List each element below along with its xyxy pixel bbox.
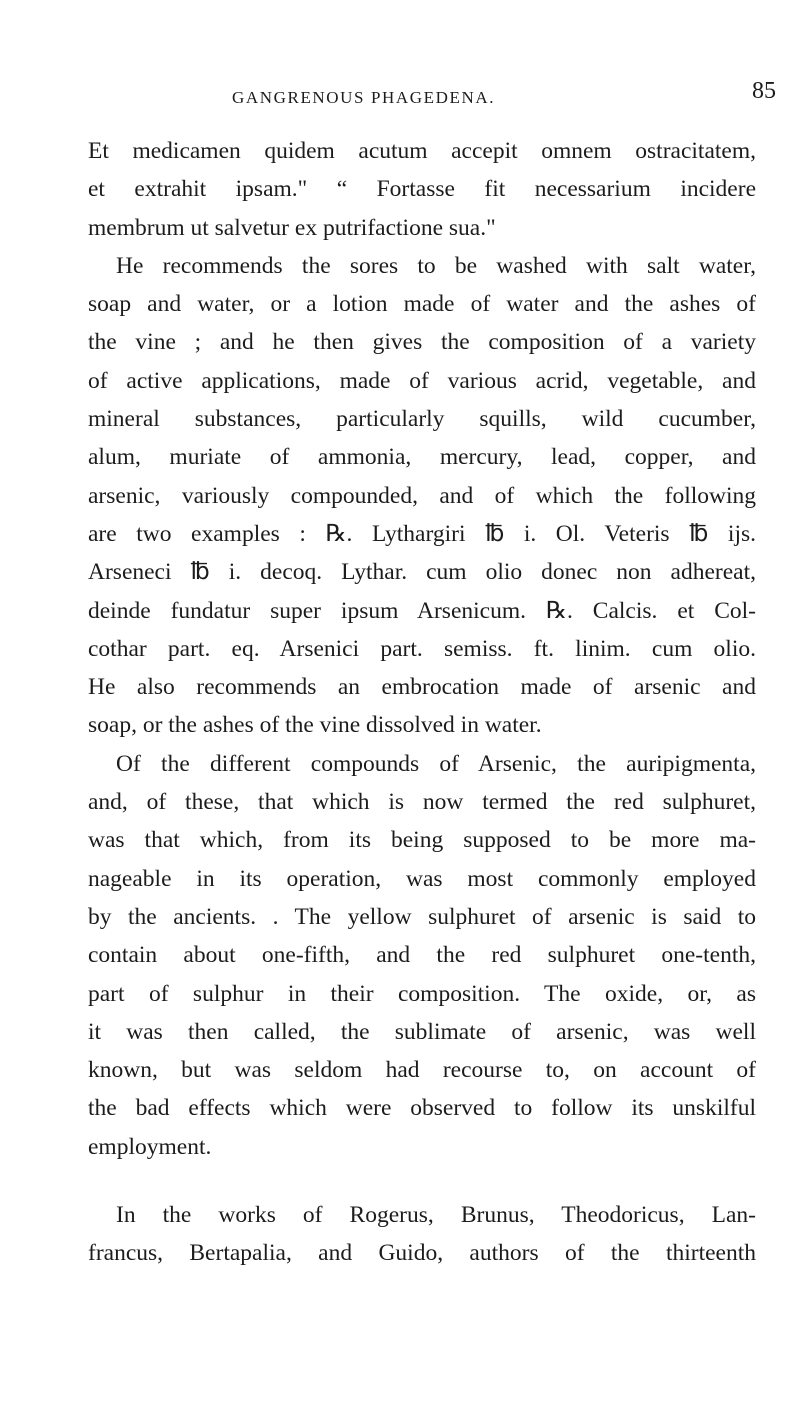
text-line: He also recommends an embrocation made of arsenic and <box>88 674 756 701</box>
paragraph-gap <box>88 1166 756 1196</box>
text-line: membrum ut salvetur ex putrifactione sua." <box>88 214 496 241</box>
text-line: soap and water, or a lotion made of water and the ashes of <box>88 291 756 318</box>
text-line: was that which, from its being supposed to be more ma- <box>88 827 756 854</box>
text-line: Arseneci ℔ i. decoq. Lythar. cum olio donec non adhereat, <box>88 559 756 586</box>
text-line: deinde fundatur super ipsum Arsenicum. ℞. Calcis. et Col- <box>88 597 756 624</box>
page-number: 85 <box>752 78 776 104</box>
text-line: nageable in its operation, was most commonly employed <box>88 865 756 892</box>
running-head: GANGRENOUS PHAGEDENA. <box>232 88 496 107</box>
text-line: arsenic, variously compounded, and of which the following <box>88 482 756 509</box>
text-line: by the ancients. . The yellow sulphuret of arsenic is said to <box>88 903 756 930</box>
text-line: He recommends the sores to be washed with salt water, <box>116 252 756 279</box>
text-line: Et medicamen quidem acutum accepit omnem ostracitatem, <box>88 138 756 164</box>
text-line: alum, muriate of ammonia, mercury, lead, copper, and <box>88 444 756 471</box>
text-line: known, but was seldom had recourse to, on account of <box>88 1057 756 1084</box>
text-line: it was then called, the sublimate of arsenic, was well <box>88 1018 756 1045</box>
text-line: the vine ; and he then gives the composition of a variety <box>88 329 756 356</box>
text-line: of active applications, made of various acrid, vegetable, and <box>88 367 756 394</box>
text-line: Of the different compounds of Arsenic, the auripigmenta, <box>116 750 756 777</box>
text-line: soap, or the ashes of the vine dissolved in water. <box>88 712 542 739</box>
text-line: contain about one-fifth, and the red sulphuret one-tenth, <box>88 942 756 969</box>
text-line: are two examples : ℞. Lythargiri ℔ i. Ol. Veteris ℔ ijs. <box>88 520 756 547</box>
text-line: and, of these, that which is now termed the red sulphuret, <box>88 789 756 816</box>
text-line: part of sulphur in their composition. The oxide, or, as <box>88 980 756 1007</box>
text-line: francus, Bertapalia, and Guido, authors of the thirteenth <box>88 1240 756 1267</box>
text-line: mineral substances, particularly squills, wild cucumber, <box>88 406 756 433</box>
text-line: et extrahit ipsam." “ Fortasse fit necessarium incidere <box>88 176 756 203</box>
text-line: employment. <box>88 1133 212 1160</box>
text-line: In the works of Rogerus, Brunus, Theodoricus, Lan- <box>116 1202 756 1229</box>
text-line: cothar part. eq. Arsenici part. semiss. ft. linim. cum olio. <box>88 635 756 662</box>
body-text <box>88 132 756 1273</box>
text-line: the bad effects which were observed to follow its unskilful <box>88 1095 756 1122</box>
